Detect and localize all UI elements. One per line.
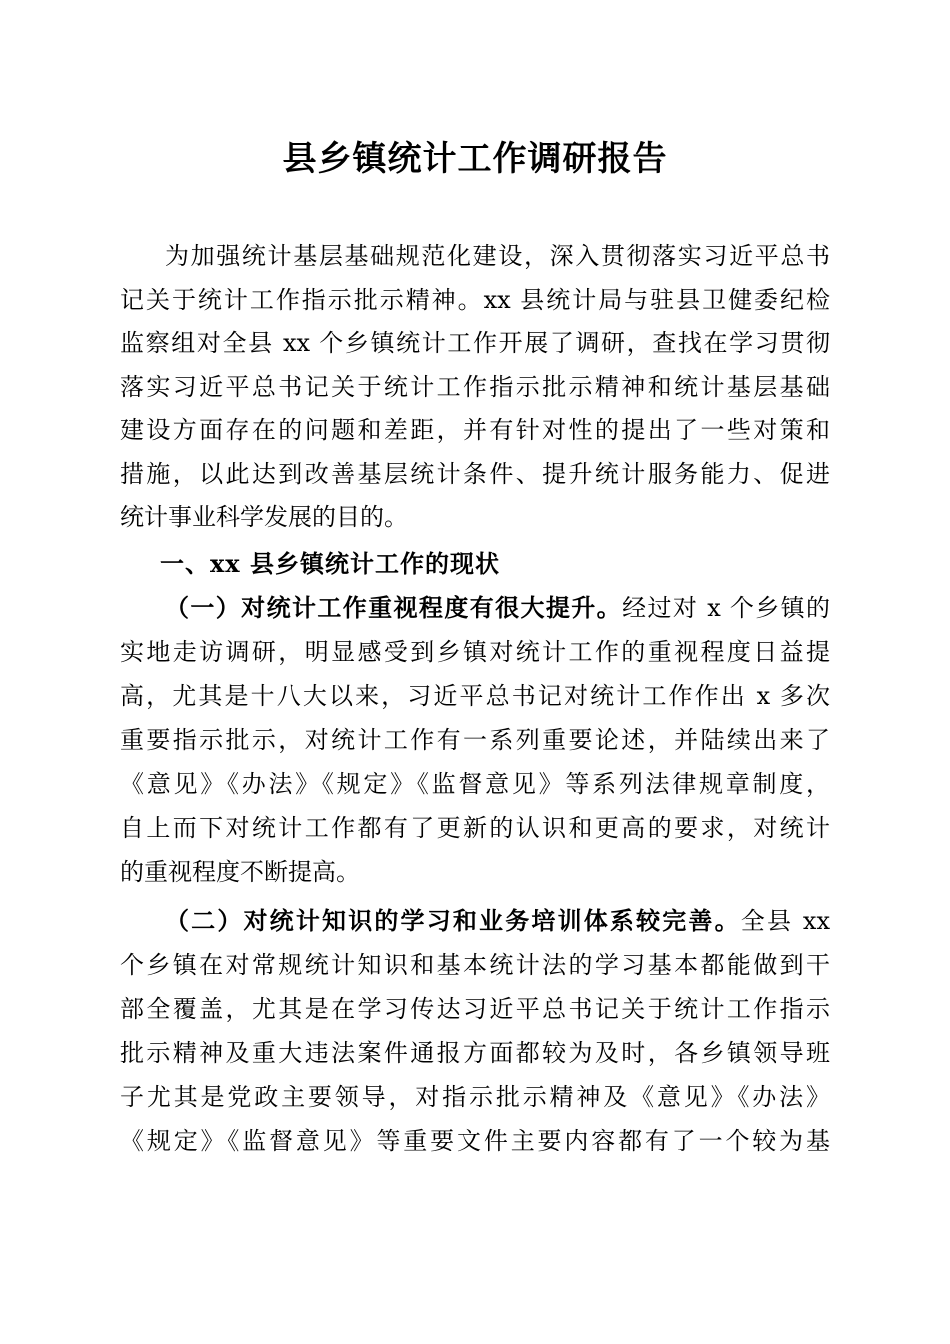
- document-title: 县乡镇统计工作调研报告: [282, 139, 668, 179]
- intro-line-5: 建设方面存在的问题和差距，并有针对性的提出了一些对策和: [120, 416, 830, 444]
- intro-line-3: 监察组对全县 xx 个乡镇统计工作开展了调研，查找在学习贯彻: [120, 329, 830, 357]
- section-1-heading: 一、xx 县乡镇统计工作的现状: [160, 549, 500, 578]
- sub1-line-1: [165, 590, 830, 626]
- intro-line-4: 落实习近平总书记关于统计工作指示批示精神和统计基层基础: [120, 373, 830, 401]
- sub2-line-2: 个乡镇在对常规统计知识和基本统计法的学习基本都能做到干: [120, 951, 830, 979]
- sub2-first-rest: 全县 xx: [740, 907, 830, 935]
- sub1-first-rest: 经过对 x 个乡镇的: [622, 594, 830, 622]
- sub1-line-5: 《意见》《办法》《规定》《监督意见》等系列法律规章制度，: [120, 770, 830, 798]
- sub1-line-6: 自上而下对统计工作都有了更新的认识和更高的要求，对统计: [120, 814, 830, 842]
- sub1-label: （一）对统计工作重视程度有很大提升。: [165, 593, 623, 622]
- sub1-line-7: 的重视程度不断提高。: [120, 858, 360, 886]
- sub2-line-5: 子尤其是党政主要领导，对指示批示精神及《意见》《办法》: [120, 1083, 830, 1111]
- sub2-line-1: [165, 903, 830, 939]
- sub2-line-4: 批示精神及重大违法案件通报方面都较为及时，各乡镇领导班: [120, 1039, 830, 1067]
- sub2-line-6: 《规定》《监督意见》等重要文件主要内容都有了一个较为基: [120, 1127, 830, 1155]
- intro-line-6: 措施，以此达到改善基层统计条件、提升统计服务能力、促进: [120, 460, 830, 488]
- sub1-line-2: 实地走访调研，明显感受到乡镇对统计工作的重视程度日益提: [120, 638, 830, 666]
- sub2-line-3: 部全覆盖，尤其是在学习传达习近平总书记关于统计工作指示: [120, 995, 830, 1023]
- intro-line-1: 为加强统计基层基础规范化建设，深入贯彻落实习近平总书: [165, 242, 830, 270]
- intro-line-7: 统计事业科学发展的目的。: [120, 503, 408, 531]
- sub1-line-3: 高，尤其是十八大以来，习近平总书记对统计工作作出 x 多次: [120, 682, 830, 710]
- sub2-label: （二）对统计知识的学习和业务培训体系较完善。: [165, 906, 741, 935]
- sub1-line-4: 重要指示批示，对统计工作有一系列重要论述，并陆续出来了: [120, 726, 830, 754]
- intro-line-2: 记关于统计工作指示批示精神。xx 县统计局与驻县卫健委纪检: [120, 286, 830, 314]
